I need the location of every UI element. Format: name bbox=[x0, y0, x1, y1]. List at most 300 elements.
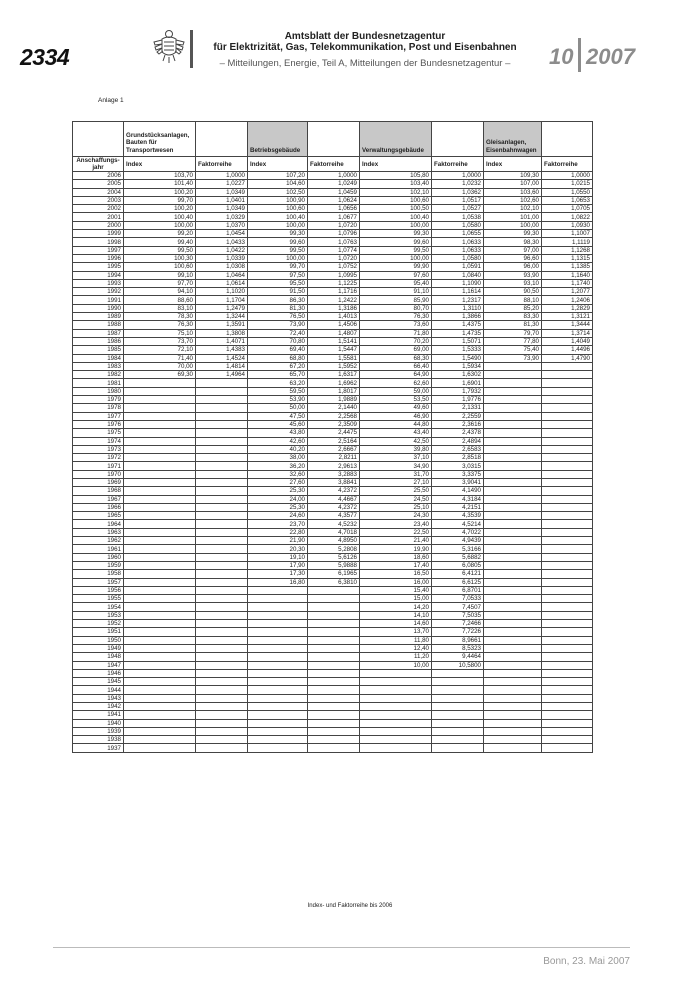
factor-cell bbox=[432, 669, 484, 677]
factor-cell: 7,2466 bbox=[432, 620, 484, 628]
year-cell: 1974 bbox=[73, 437, 124, 445]
year-cell: 1980 bbox=[73, 387, 124, 395]
index-cell: 91,50 bbox=[248, 288, 308, 296]
table-body bbox=[73, 172, 593, 753]
factor-cell: 1,0624 bbox=[308, 196, 360, 204]
factor-cell: 4,2372 bbox=[308, 487, 360, 495]
corner-cell bbox=[73, 122, 124, 157]
year-cell: 1996 bbox=[73, 254, 124, 262]
year-cell: 1987 bbox=[73, 329, 124, 337]
factor-cell bbox=[542, 570, 593, 578]
factor-cell: 1,0249 bbox=[308, 180, 360, 188]
index-cell bbox=[484, 454, 542, 462]
factor-cell: 2,6667 bbox=[308, 445, 360, 453]
index-cell bbox=[124, 545, 196, 553]
year-cell: 1978 bbox=[73, 404, 124, 412]
year-cell: 1941 bbox=[73, 711, 124, 719]
index-cell bbox=[484, 744, 542, 752]
index-cell bbox=[484, 620, 542, 628]
factor-cell: 1,4524 bbox=[196, 354, 248, 362]
factor-cell bbox=[542, 686, 593, 694]
index-cell: 25,30 bbox=[248, 487, 308, 495]
year-cell: 1998 bbox=[73, 238, 124, 246]
index-cell bbox=[124, 595, 196, 603]
factor-cell bbox=[542, 537, 593, 545]
year-cell: 1991 bbox=[73, 296, 124, 304]
index-cell: 18,60 bbox=[360, 553, 432, 561]
table-row bbox=[73, 570, 593, 578]
index-cell bbox=[124, 429, 196, 437]
factor-cell bbox=[308, 628, 360, 636]
index-cell bbox=[484, 396, 542, 404]
factor-cell: 6,6125 bbox=[432, 578, 484, 586]
table-row bbox=[73, 454, 593, 462]
factor-cell: 1,3808 bbox=[196, 329, 248, 337]
index-cell: 79,70 bbox=[484, 329, 542, 337]
factor-cell: 1,0720 bbox=[308, 221, 360, 229]
factor-cell bbox=[542, 586, 593, 594]
year-cell: 1985 bbox=[73, 346, 124, 354]
factor-column-header: Faktorreihe bbox=[432, 157, 484, 172]
factor-cell: 1,0215 bbox=[542, 180, 593, 188]
table-row bbox=[73, 279, 593, 287]
year-cell: 1993 bbox=[73, 279, 124, 287]
factor-cell bbox=[542, 744, 593, 752]
index-cell bbox=[124, 462, 196, 470]
factor-cell: 1,8017 bbox=[308, 387, 360, 395]
factor-cell: 1,0655 bbox=[432, 230, 484, 238]
factor-cell: 1,9889 bbox=[308, 396, 360, 404]
index-cell: 11,20 bbox=[360, 653, 432, 661]
index-cell: 23,70 bbox=[248, 520, 308, 528]
table-row bbox=[73, 196, 593, 204]
index-cell: 15,40 bbox=[360, 586, 432, 594]
factor-cell bbox=[542, 636, 593, 644]
index-cell: 100,40 bbox=[360, 213, 432, 221]
factor-cell bbox=[196, 537, 248, 545]
year-cell: 1956 bbox=[73, 586, 124, 594]
factor-cell bbox=[542, 553, 593, 561]
index-cell: 99,90 bbox=[360, 263, 432, 271]
index-cell: 24,30 bbox=[360, 512, 432, 520]
factor-cell: 2,4378 bbox=[432, 429, 484, 437]
factor-cell: 9,4464 bbox=[432, 653, 484, 661]
index-cell bbox=[248, 653, 308, 661]
table-row bbox=[73, 404, 593, 412]
factor-cell: 3,3375 bbox=[432, 470, 484, 478]
factor-cell: 8,9661 bbox=[432, 636, 484, 644]
factor-cell bbox=[542, 478, 593, 486]
factor-cell bbox=[196, 620, 248, 628]
index-cell: 42,50 bbox=[360, 437, 432, 445]
factor-cell bbox=[542, 669, 593, 677]
factor-cell: 1,0656 bbox=[308, 205, 360, 213]
index-cell: 99,30 bbox=[360, 230, 432, 238]
index-cell bbox=[124, 387, 196, 395]
year-cell: 1969 bbox=[73, 478, 124, 486]
factor-cell: 1,0362 bbox=[432, 188, 484, 196]
factor-cell: 1,3110 bbox=[432, 304, 484, 312]
factor-cell bbox=[196, 495, 248, 503]
factor-cell: 4,5232 bbox=[308, 520, 360, 528]
index-cell bbox=[248, 736, 308, 744]
factor-cell: 1,0227 bbox=[196, 180, 248, 188]
index-cell: 70,80 bbox=[248, 337, 308, 345]
factor-cell: 1,0000 bbox=[308, 172, 360, 180]
index-cell bbox=[360, 669, 432, 677]
index-cell bbox=[360, 711, 432, 719]
factor-cell bbox=[196, 429, 248, 437]
factor-cell bbox=[196, 727, 248, 735]
index-cell: 105,80 bbox=[360, 172, 432, 180]
table-row bbox=[73, 553, 593, 561]
factor-cell: 5,9888 bbox=[308, 561, 360, 569]
year-cell: 1952 bbox=[73, 620, 124, 628]
factor-cell bbox=[542, 495, 593, 503]
factor-cell: 1,2077 bbox=[542, 288, 593, 296]
index-cell: 100,00 bbox=[124, 221, 196, 229]
index-cell: 75,10 bbox=[124, 329, 196, 337]
factor-cell: 1,0454 bbox=[196, 230, 248, 238]
year-cell: 1995 bbox=[73, 263, 124, 271]
factor-cell: 4,3577 bbox=[308, 512, 360, 520]
index-cell: 97,50 bbox=[248, 271, 308, 279]
index-cell: 100,00 bbox=[360, 221, 432, 229]
year-cell: 1943 bbox=[73, 694, 124, 702]
index-cell: 71,80 bbox=[360, 329, 432, 337]
index-cell bbox=[248, 586, 308, 594]
factor-cell bbox=[196, 561, 248, 569]
factor-cell bbox=[196, 636, 248, 644]
factor-cell: 2,1331 bbox=[432, 404, 484, 412]
index-cell bbox=[124, 445, 196, 453]
table-row bbox=[73, 520, 593, 528]
factor-cell: 1,0763 bbox=[308, 238, 360, 246]
table-row bbox=[73, 387, 593, 395]
index-cell: 99,50 bbox=[248, 246, 308, 254]
factor-cell: 2,3509 bbox=[308, 420, 360, 428]
index-cell: 22,80 bbox=[248, 528, 308, 536]
index-cell: 99,20 bbox=[124, 230, 196, 238]
factor-cell: 1,4814 bbox=[196, 362, 248, 370]
index-cell: 100,00 bbox=[248, 221, 308, 229]
index-cell bbox=[124, 678, 196, 686]
factor-cell: 1,5333 bbox=[432, 346, 484, 354]
index-cell: 100,20 bbox=[124, 205, 196, 213]
factor-cell bbox=[308, 678, 360, 686]
index-cell: 100,90 bbox=[248, 196, 308, 204]
factor-cell: 2,5164 bbox=[308, 437, 360, 445]
index-cell: 62,60 bbox=[360, 379, 432, 387]
table-row bbox=[73, 379, 593, 387]
year-cell: 2002 bbox=[73, 205, 124, 213]
column-header-row bbox=[73, 157, 593, 172]
year-cell: 1983 bbox=[73, 362, 124, 370]
index-cell bbox=[484, 711, 542, 719]
index-cell: 40,20 bbox=[248, 445, 308, 453]
year-cell: 1961 bbox=[73, 545, 124, 553]
factor-cell: 1,0550 bbox=[542, 188, 593, 196]
table-row bbox=[73, 636, 593, 644]
factor-cell: 2,4894 bbox=[432, 437, 484, 445]
index-cell bbox=[124, 711, 196, 719]
factor-cell bbox=[542, 611, 593, 619]
index-cell bbox=[124, 636, 196, 644]
factor-cell: 1,0527 bbox=[432, 205, 484, 213]
index-cell bbox=[124, 570, 196, 578]
index-cell: 44,80 bbox=[360, 420, 432, 428]
factor-cell bbox=[432, 736, 484, 744]
table-row bbox=[73, 661, 593, 669]
index-cell: 99,60 bbox=[248, 238, 308, 246]
factor-cell bbox=[196, 711, 248, 719]
year-cell: 1954 bbox=[73, 603, 124, 611]
index-cell bbox=[484, 644, 542, 652]
index-cell: 22,50 bbox=[360, 528, 432, 536]
factor-cell: 1,2829 bbox=[542, 304, 593, 312]
factor-cell bbox=[542, 678, 593, 686]
index-cell: 42,60 bbox=[248, 437, 308, 445]
factor-cell bbox=[542, 694, 593, 702]
factor-cell bbox=[432, 727, 484, 735]
index-cell: 68,80 bbox=[248, 354, 308, 362]
factor-cell bbox=[196, 437, 248, 445]
factor-cell: 1,9776 bbox=[432, 396, 484, 404]
index-cell: 19,10 bbox=[248, 553, 308, 561]
index-cell: 66,40 bbox=[360, 362, 432, 370]
factor-cell bbox=[308, 611, 360, 619]
factor-cell: 1,0822 bbox=[542, 213, 593, 221]
factor-cell bbox=[308, 620, 360, 628]
index-cell: 36,20 bbox=[248, 462, 308, 470]
index-cell: 17,40 bbox=[360, 561, 432, 569]
index-cell: 97,00 bbox=[484, 246, 542, 254]
table-row bbox=[73, 595, 593, 603]
index-cell bbox=[248, 620, 308, 628]
factor-cell: 1,5490 bbox=[432, 354, 484, 362]
index-cell bbox=[360, 736, 432, 744]
index-cell: 72,40 bbox=[248, 329, 308, 337]
index-cell bbox=[484, 371, 542, 379]
index-cell bbox=[124, 520, 196, 528]
factor-column-header: Faktorreihe bbox=[542, 157, 593, 172]
factor-cell bbox=[196, 586, 248, 594]
factor-cell bbox=[196, 644, 248, 652]
index-cell bbox=[484, 545, 542, 553]
factor-cell bbox=[432, 678, 484, 686]
factor-cell: 1,0433 bbox=[196, 238, 248, 246]
factor-cell bbox=[542, 445, 593, 453]
factor-cell bbox=[542, 628, 593, 636]
factor-cell bbox=[308, 586, 360, 594]
index-cell bbox=[484, 503, 542, 511]
factor-cell bbox=[542, 711, 593, 719]
factor-cell: 1,0752 bbox=[308, 263, 360, 271]
index-column-header: Index bbox=[360, 157, 432, 172]
index-cell bbox=[484, 404, 542, 412]
factor-cell: 1,0349 bbox=[196, 188, 248, 196]
index-cell: 75,40 bbox=[484, 346, 542, 354]
index-cell: 102,10 bbox=[360, 188, 432, 196]
index-cell: 99,30 bbox=[484, 230, 542, 238]
index-cell bbox=[484, 727, 542, 735]
factor-cell bbox=[196, 545, 248, 553]
factor-cell bbox=[542, 404, 593, 412]
factor-cell: 2,2559 bbox=[432, 412, 484, 420]
index-cell bbox=[124, 437, 196, 445]
factor-cell bbox=[542, 362, 593, 370]
year-cell: 1953 bbox=[73, 611, 124, 619]
factor-cell bbox=[432, 719, 484, 727]
index-cell bbox=[124, 478, 196, 486]
factor-cell: 6,8701 bbox=[432, 586, 484, 594]
index-cell: 100,00 bbox=[484, 221, 542, 229]
index-cell bbox=[484, 703, 542, 711]
year-cell: 1976 bbox=[73, 420, 124, 428]
index-cell bbox=[124, 495, 196, 503]
index-cell: 88,60 bbox=[124, 296, 196, 304]
index-cell bbox=[484, 611, 542, 619]
factor-cell: 1,4383 bbox=[196, 346, 248, 354]
factor-cell: 1,3714 bbox=[542, 329, 593, 337]
index-cell bbox=[124, 611, 196, 619]
table-row bbox=[73, 512, 593, 520]
index-cell: 97,70 bbox=[124, 279, 196, 287]
factor-cell: 1,0422 bbox=[196, 246, 248, 254]
index-cell bbox=[124, 412, 196, 420]
factor-cell: 1,0401 bbox=[196, 196, 248, 204]
index-cell bbox=[124, 553, 196, 561]
index-cell bbox=[484, 495, 542, 503]
factor-cell: 1,0614 bbox=[196, 279, 248, 287]
index-cell: 73,90 bbox=[248, 321, 308, 329]
index-cell bbox=[484, 429, 542, 437]
masthead-subtitle: – Mitteilungen, Energie, Teil A, Mitteilungen der Bundesnetzagentur – bbox=[219, 58, 511, 69]
index-cell bbox=[248, 669, 308, 677]
factor-cell: 1,0591 bbox=[432, 263, 484, 271]
factor-cell: 1,2422 bbox=[308, 296, 360, 304]
index-cell: 93,90 bbox=[484, 271, 542, 279]
index-cell: 76,50 bbox=[248, 313, 308, 321]
index-cell bbox=[484, 420, 542, 428]
factor-cell: 1,1268 bbox=[542, 246, 593, 254]
factor-cell bbox=[196, 454, 248, 462]
index-cell bbox=[248, 661, 308, 669]
factor-cell bbox=[542, 703, 593, 711]
index-cell bbox=[124, 586, 196, 594]
factor-cell: 1,0774 bbox=[308, 246, 360, 254]
table-row bbox=[73, 205, 593, 213]
factor-cell: 1,1740 bbox=[542, 279, 593, 287]
factor-cell bbox=[196, 678, 248, 686]
factor-cell bbox=[196, 719, 248, 727]
factor-cell: 1,0720 bbox=[308, 254, 360, 262]
table-row bbox=[73, 603, 593, 611]
page-number: 2334 bbox=[20, 44, 70, 70]
factor-cell bbox=[308, 669, 360, 677]
year-column-header: Anschaffungs-jahr bbox=[73, 157, 124, 172]
index-cell bbox=[124, 694, 196, 702]
factor-cell bbox=[308, 603, 360, 611]
table-row bbox=[73, 703, 593, 711]
factor-cell: 4,3184 bbox=[432, 495, 484, 503]
index-cell: 25,50 bbox=[360, 487, 432, 495]
factor-cell: 1,5071 bbox=[432, 337, 484, 345]
index-cell: 99,60 bbox=[360, 238, 432, 246]
factor-cell bbox=[308, 711, 360, 719]
index-cell: 69,30 bbox=[124, 371, 196, 379]
index-cell: 85,20 bbox=[484, 304, 542, 312]
factor-cell: 4,1490 bbox=[432, 487, 484, 495]
table-row bbox=[73, 346, 593, 354]
factor-cell: 7,5035 bbox=[432, 611, 484, 619]
index-cell bbox=[360, 678, 432, 686]
year-cell: 1966 bbox=[73, 503, 124, 511]
index-cell bbox=[124, 744, 196, 752]
index-cell: 95,40 bbox=[360, 279, 432, 287]
index-cell: 24,00 bbox=[248, 495, 308, 503]
year-cell: 1989 bbox=[73, 313, 124, 321]
factor-cell: 1,0459 bbox=[308, 188, 360, 196]
table-row bbox=[73, 271, 593, 279]
year-cell: 1994 bbox=[73, 271, 124, 279]
index-cell: 100,20 bbox=[124, 188, 196, 196]
year-cell: 2003 bbox=[73, 196, 124, 204]
index-cell: 99,10 bbox=[124, 271, 196, 279]
index-cell: 91,10 bbox=[360, 288, 432, 296]
index-cell: 37,10 bbox=[360, 454, 432, 462]
year-cell: 1972 bbox=[73, 454, 124, 462]
index-cell: 100,00 bbox=[248, 254, 308, 262]
factor-cell bbox=[196, 512, 248, 520]
group-header-spacer bbox=[196, 122, 248, 157]
factor-cell: 1,5934 bbox=[432, 362, 484, 370]
table-row bbox=[73, 586, 593, 594]
year-cell: 1990 bbox=[73, 304, 124, 312]
factor-cell: 1,1020 bbox=[196, 288, 248, 296]
factor-cell bbox=[196, 595, 248, 603]
factor-cell: 1,3591 bbox=[196, 321, 248, 329]
index-cell bbox=[484, 570, 542, 578]
factor-cell bbox=[196, 570, 248, 578]
factor-cell: 2,2568 bbox=[308, 412, 360, 420]
index-cell: 47,50 bbox=[248, 412, 308, 420]
factor-cell bbox=[542, 503, 593, 511]
index-cell: 102,60 bbox=[484, 196, 542, 204]
factor-cell bbox=[196, 703, 248, 711]
index-cell: 16,00 bbox=[360, 578, 432, 586]
index-cell bbox=[484, 537, 542, 545]
table-row bbox=[73, 578, 593, 586]
factor-cell: 1,4013 bbox=[308, 313, 360, 321]
table-row bbox=[73, 561, 593, 569]
index-cell: 103,70 bbox=[124, 172, 196, 180]
factor-cell bbox=[432, 694, 484, 702]
index-cell bbox=[484, 669, 542, 677]
index-cell bbox=[484, 528, 542, 536]
factor-cell: 1,0000 bbox=[432, 172, 484, 180]
year-cell: 1965 bbox=[73, 512, 124, 520]
factor-cell: 2,9613 bbox=[308, 462, 360, 470]
masthead bbox=[200, 31, 530, 69]
index-cell: 101,00 bbox=[484, 213, 542, 221]
factor-cell: 5,6126 bbox=[308, 553, 360, 561]
index-cell: 43,80 bbox=[248, 429, 308, 437]
index-cell: 69,40 bbox=[248, 346, 308, 354]
year-cell: 1942 bbox=[73, 703, 124, 711]
factor-cell bbox=[196, 686, 248, 694]
index-cell: 83,10 bbox=[124, 304, 196, 312]
